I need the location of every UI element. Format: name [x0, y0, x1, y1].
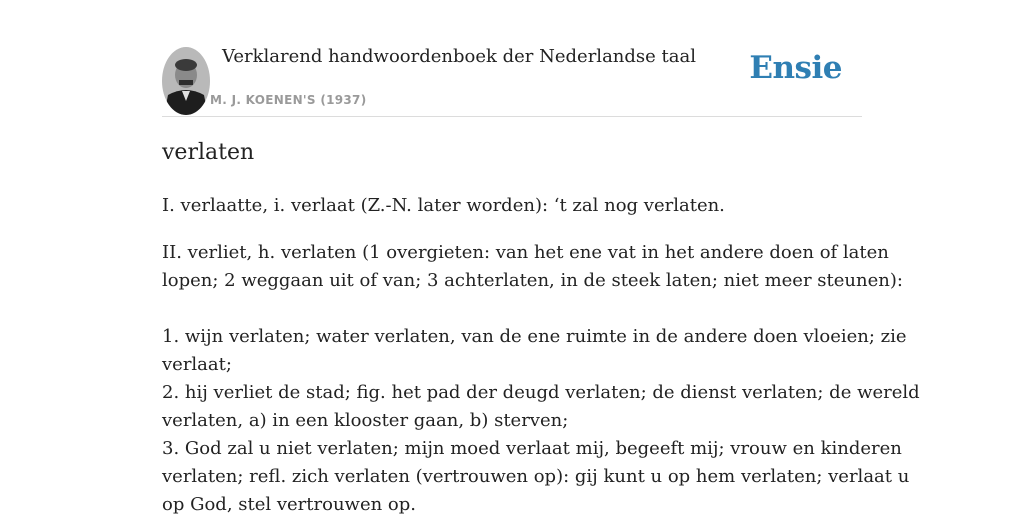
sense-1 — [162, 192, 862, 220]
author-label: M. J. KOENEN'S (1937) — [210, 93, 367, 107]
sense-2-line: lopen; 2 weggaan uit of van; 3 achterlaten, in de steek laten; niet meer steunen): — [162, 270, 903, 291]
sense-2 — [162, 239, 903, 295]
example-line: verlaat; — [162, 354, 232, 375]
example-line: 2. hij verliet de stad; fig. het pad der deugd verlaten; de dienst verlaten; de wereld — [162, 382, 920, 403]
entry-headword: verlaten — [162, 140, 255, 165]
example-line: 1. wijn verlaten; water verlaten, van de ene ruimte in de andere doen vloeien; zie — [162, 326, 907, 347]
book-title: Verklarend handwoordenboek der Nederlandse taal — [222, 46, 696, 67]
example-line: 3. God zal u niet verlaten; mijn moed verlaat mij, begeeft mij; vrouw en kinderen — [162, 438, 902, 459]
dictionary-header — [162, 0, 862, 117]
examples — [162, 323, 920, 519]
ensie-logo-link[interactable]: Ensie — [749, 50, 842, 86]
example-line: op God, stel vertrouwen op. — [162, 494, 417, 515]
sense-2-line: II. verliet, h. verlaten (1 overgieten: van het ene vat in het andere doen of laten — [162, 242, 889, 263]
example-line: verlaten; refl. zich verlaten (vertrouwen op): gij kunt u op hem verlaten; verlaat u — [162, 466, 910, 487]
sense-1-text: I. verlaatte, i. verlaat (Z.-N. later worden): ‘t zal nog verlaten. — [162, 195, 725, 216]
page — [162, 0, 920, 515]
example-line: verlaten, a) in een klooster gaan, b) sterven; — [162, 410, 569, 431]
author-portrait-icon — [162, 47, 210, 115]
